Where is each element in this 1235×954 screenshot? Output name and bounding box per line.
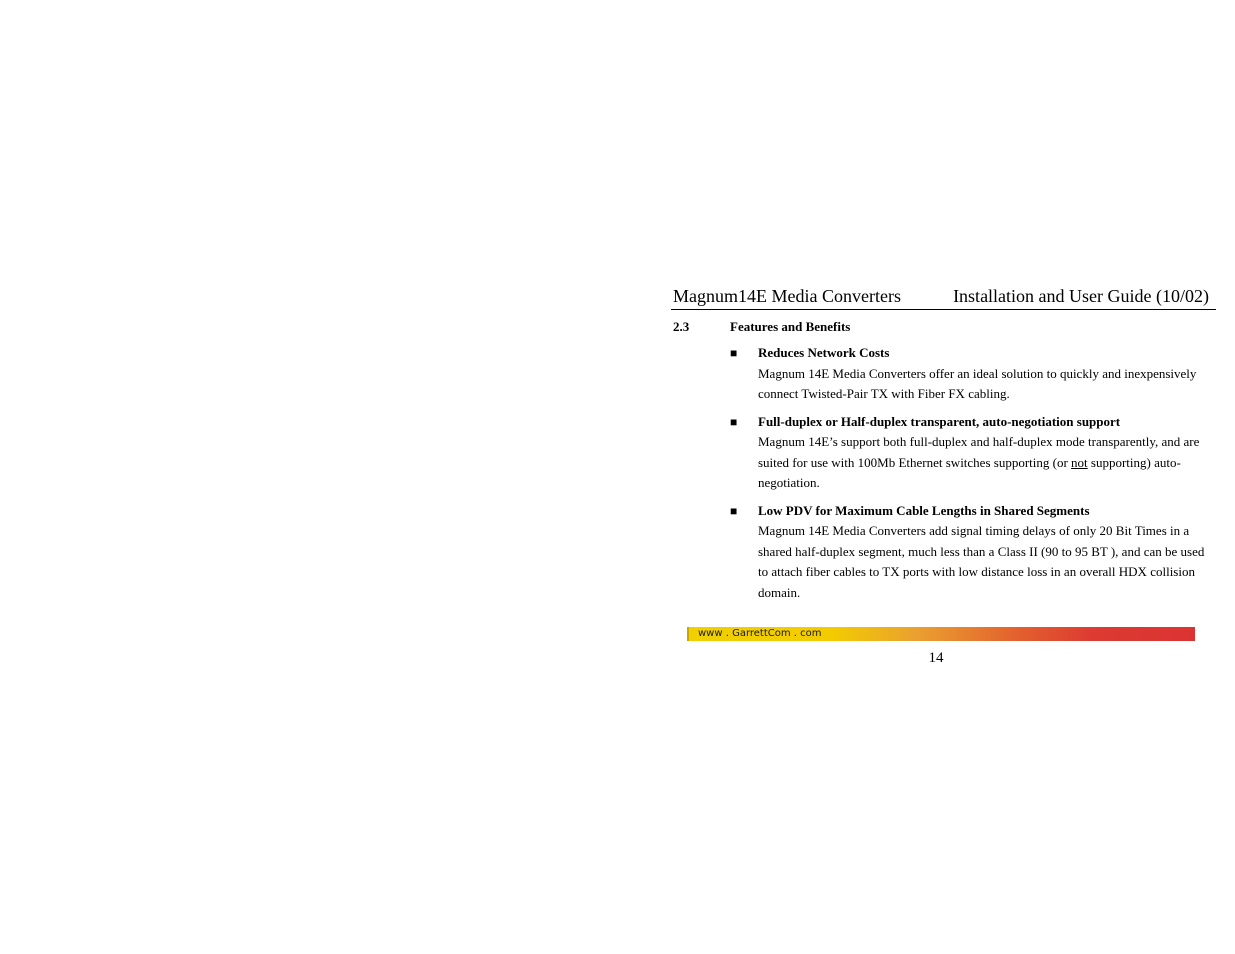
square-bullet-icon: ■: [730, 346, 738, 360]
description-text: supporting) auto-negotiation.: [758, 454, 1181, 490]
footer-brand-bar: [687, 627, 1195, 641]
section-heading: [671, 318, 1216, 336]
header-guide-title: Installation and User Guide (10/02): [953, 286, 1209, 306]
section-number: 2.3: [673, 319, 690, 334]
document-page: [671, 284, 1216, 603]
square-bullet-icon: ■: [730, 503, 738, 518]
feature-description: Magnum 14E Media Converters offer an ideal solution to quickly and inexpensively connect Twisted-Pair TX with Fiber FX cabling.: [758, 365, 1197, 401]
feature-title: Reduces Network Costs: [758, 345, 890, 360]
square-bullet-icon: ■: [730, 414, 738, 429]
feature-title: Full-duplex or Half-duplex transparent, auto-negotiation support: [758, 413, 1121, 429]
description-text: Magnum 14E’s support both full-duplex and half-duplex mode transparently, and are suited for use with 100Mb Ethernet switches supporting (or: [758, 434, 1200, 470]
feature-title: Low PDV for Maximum Cable Lengths in Shared Segments: [758, 502, 1090, 518]
feature-item-duplex-support: [730, 412, 1216, 494]
section-title: Features and Benefits: [730, 319, 851, 334]
feature-item-network-costs: [730, 343, 1216, 405]
page-number: 14: [928, 650, 944, 666]
underlined-word: not: [1071, 454, 1088, 470]
footer-website-url: www . GarrettCom . com: [698, 628, 822, 639]
feature-description: [758, 432, 1206, 494]
page-header: [671, 284, 1216, 310]
header-product-title: Magnum14E Media Converters: [673, 286, 901, 306]
feature-description: Magnum 14E Media Converters add signal timing delays of only 20 Bit Times in a shared half-duplex segment, much less than a Class II (90 to 95 BT ), and can be used to attach fiber cables to TX ports with low distance loss in an overall HDX collision domain.: [758, 523, 1205, 600]
feature-item-low-pdv: [730, 501, 1216, 604]
